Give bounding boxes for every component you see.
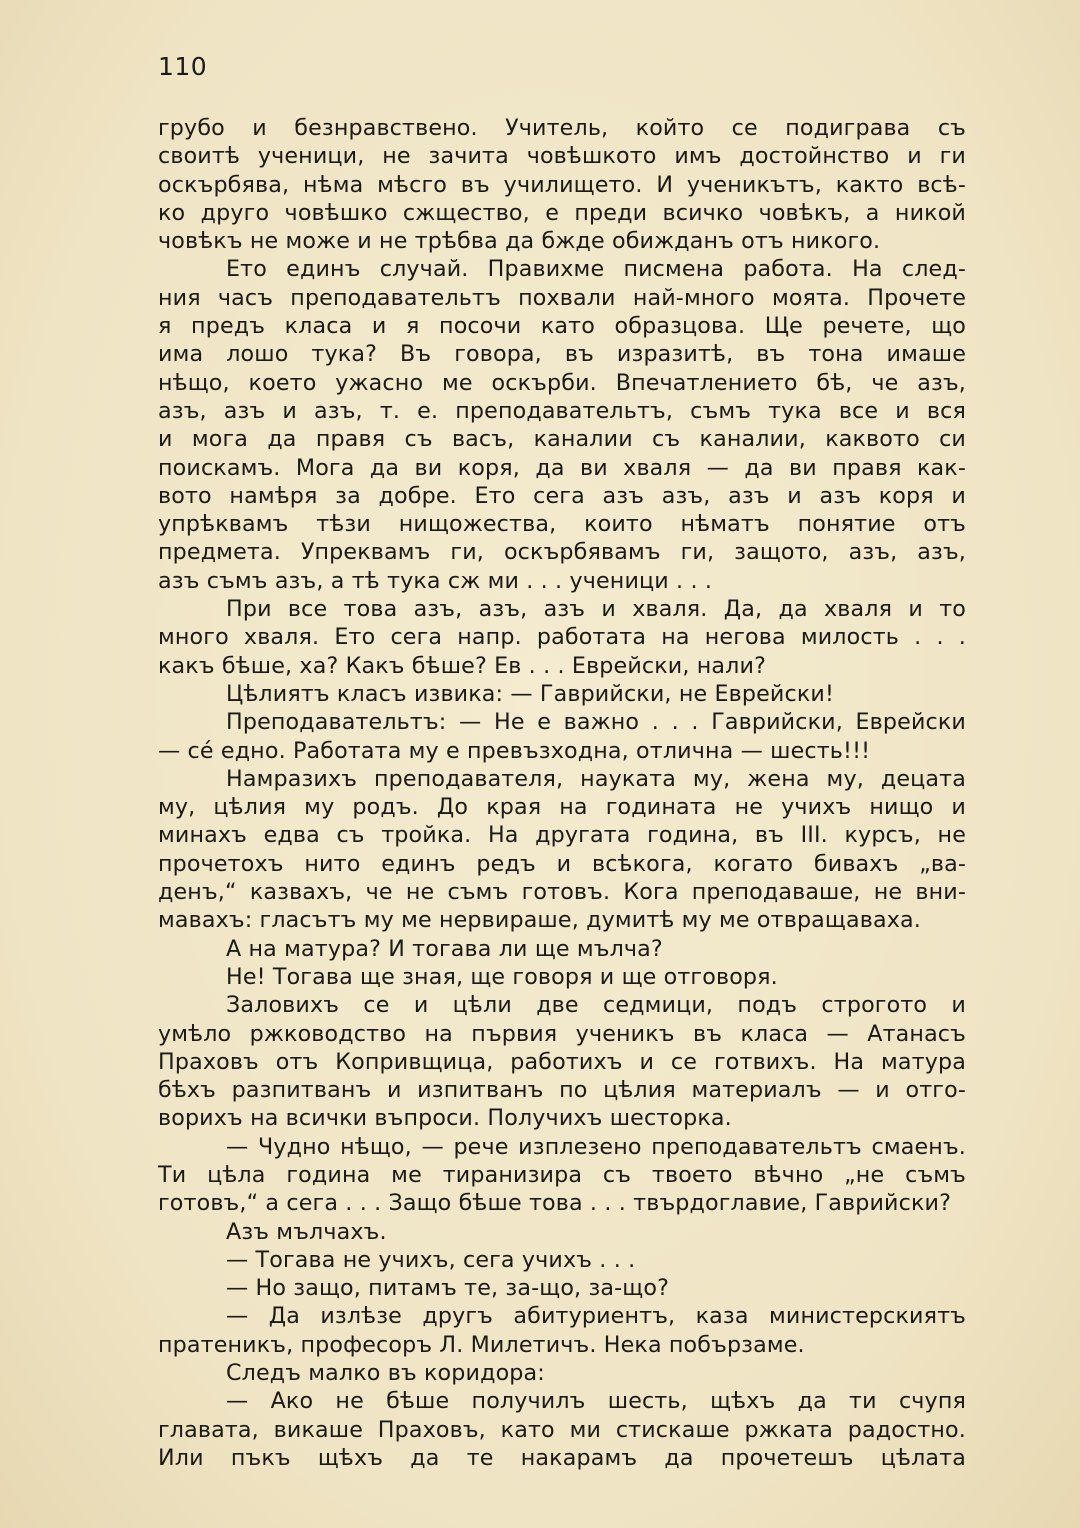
body-text [158,114,966,1472]
text-line: грубо и безнравствено. Учитель, който се подиграва съ [158,115,966,141]
text-line: ворихъ на всички въпроси. Получихъ шесторка. [158,1105,732,1132]
text-line: упрѣквамъ тѣзи нищожества, които нѣматъ понятие отъ [158,511,966,538]
text-line: нѣщо, което ужасно ме оскърби. Впечатлението бѣ, че азъ, [158,369,966,396]
text-line: поискамъ. Мога да ви коря, да ви хваля — да ви правя как- [158,454,966,481]
text-line: оскърбява, нѣма мѣсго въ училището. И ученикътъ, както всѣ- [158,171,966,198]
text-line: А на матура? И тогава ли ще мълча? [226,935,663,962]
text-line: готовъ,“ а сега . . . Защо бѣше това . . . твърдоглавие, Гаврийски? [158,1190,952,1217]
text-line: Заловихъ се и цѣли две седмици, подъ строгото и [226,992,966,1019]
text-line: Преподавательтъ: — Не е важно . . . Гаврийски, Еврейски [226,709,966,736]
text-line: — Да излѣзе другъ абитуриентъ, каза министерскиятъ [226,1303,966,1330]
text-line: Намразихъ преподавателя, науката му, жена му, децата [226,765,966,792]
text-line: Ти цѣла година ме тиранизира съ твоето вѣчно „не съмъ [158,1161,966,1188]
text-line: му, цѣлия му родъ. До края на годината не учихъ нищо и [158,794,966,821]
text-line: какъ бѣше, ха? Какъ бѣше? Ев . . . Еврейски, нали? [158,652,767,679]
text-line: мавахъ: гласътъ му ме нервираше, думитѣ му ме отвращаваха. [158,907,921,934]
text-line: Цѣлиятъ класъ извика: — Гаврийски, не Еврейски! [226,680,834,707]
text-line: денъ,“ казвахъ, че не съмъ готовъ. Кога преподаваше, не вни- [158,879,966,906]
text-line: я предъ класа и я посочи като образцова. Ще речете, що [158,313,966,340]
text-line: — Тогава не учихъ, сега учихъ . . . [226,1246,636,1273]
text-line: своитѣ ученици, не зачита човѣшкото имъ достойнство и ги [158,143,966,170]
text-line: Следъ малко въ коридора: [226,1360,545,1387]
text-line: бѣхъ разпитванъ и изпитванъ по цѣлия материалъ — и отго- [158,1077,966,1104]
text-line: Азъ мълчахъ. [226,1218,387,1245]
text-line: Не! Тогава ще зная, ще говоря и ще отговоря. [226,963,778,990]
text-line: главата, викаше Праховъ, като ми стискаше ржката радостно. [158,1416,966,1443]
text-line: азъ, азъ и азъ, т. е. преподавательтъ, съмъ тука все и вся [158,397,966,424]
text-line: вото намѣря за добре. Ето сега азъ азъ, азъ и азъ коря и [158,482,966,509]
text-line: ния часъ преподавательтъ похвали най-много моята. Прочете [158,284,966,311]
text-line: минахъ едва съ тройка. На другата година, въ III. курсъ, не [158,822,966,849]
text-line: Ето единъ случай. Правихме писмена работа. На след- [226,256,966,283]
text-line: — Чудно нѣщо, — рече изплезено преподавательтъ смаенъ. [226,1133,966,1160]
text-line: — Ако не бѣше получилъ шесть, щѣхъ да ти счупя [226,1388,966,1415]
text-line: азъ съмъ азъ, а тѣ тука сж ми . . . ученици . . . [158,567,713,594]
text-line: предмета. Упреквамъ ги, оскърбявамъ ги, защото, азъ, азъ, [158,539,966,566]
page-number: 110 [158,52,208,81]
text-line: — Но защо, питамъ те, за-що, за-що? [226,1275,669,1302]
text-line: и мога да правя съ васъ, каналии съ каналии, каквото си [158,426,966,453]
text-line: човѣкъ не може и не трѣбва да бжде обижданъ отъ никого. [158,228,881,255]
text-line: При все това азъ, азъ, азъ и хваля. Да, да хваля и то [226,596,966,623]
text-line: умѣло ржководство на първия ученикъ въ класа — Атанасъ [158,1020,966,1047]
text-line: пратеникъ, професоръ Л. Милетичъ. Нека побързаме. [158,1331,805,1358]
text-line: Праховъ отъ Копривщица, работихъ и се готвихъ. На матура [158,1048,966,1075]
text-line: много хваля. Ето сега напр. работата на негова милость . . . [158,624,966,651]
text-line: прочетохъ нито единъ редъ и всѣкога, когато бивахъ „ва- [158,850,966,877]
text-line: ко друго човѣшко сжщество, е преди всичко човѣкъ, а никой [158,199,966,226]
text-line: Или пъкъ щѣхъ да те накарамъ да прочетешъ цѣлата [158,1444,966,1471]
text-line: — се́ едно. Работата му е превъзходна, отлична — шесть!!! [158,737,871,764]
text-line: има лошо тука? Въ говора, въ изразитѣ, въ тона имаше [158,341,966,368]
